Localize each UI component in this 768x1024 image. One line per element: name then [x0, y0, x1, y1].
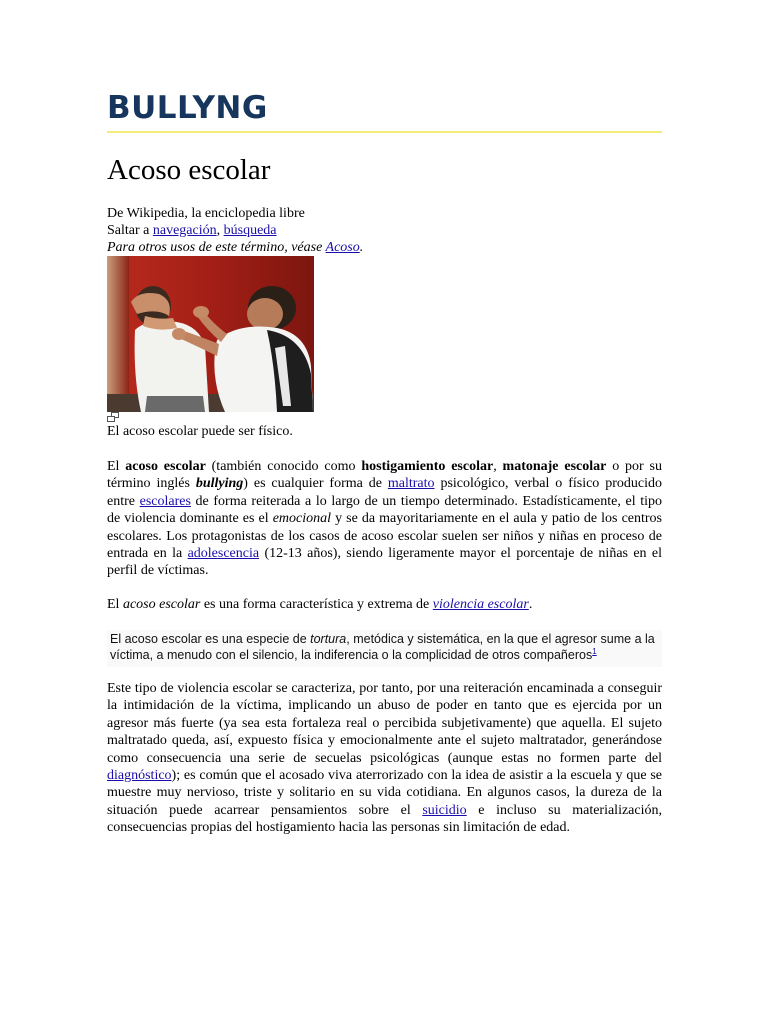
text-run: El acoso escolar es una especie de: [110, 632, 311, 646]
article-meta: [107, 205, 363, 256]
intro-paragraph: [107, 458, 662, 580]
text-run: ,: [493, 459, 503, 474]
text-run: (también conocido como: [205, 459, 362, 474]
image-caption: El acoso escolar puede ser físico.: [107, 424, 293, 439]
source-line: De Wikipedia, la enciclopedia libre: [107, 206, 305, 221]
disambiguation-note: [107, 239, 363, 256]
diagnostico-link[interactable]: diagnóstico: [107, 768, 172, 784]
escolares-link[interactable]: escolares: [139, 493, 191, 509]
violencia-escolar-link[interactable]: violencia escolar: [432, 597, 529, 612]
bold-term: hostigamiento escolar: [361, 459, 494, 474]
definition-paragraph: [107, 596, 662, 613]
text-run: e incluso su materialización, consecuencias propias del hostigamiento hacia las personas sin limitación de edad.: [107, 802, 662, 836]
text-run: ); es común que el acosado viva aterrorizado con la idea de asistir a la escuela y que se muestre muy nervioso, triste y solitario en su vida cotidiana. En algunos casos, la dureza de la situación puede acarrear pensamientos sobre el: [107, 768, 662, 818]
bullying-photo: [107, 256, 314, 412]
italic-term: acoso escolar: [122, 597, 201, 612]
bold-term: matonaje escolar: [502, 459, 607, 474]
text-run: es una forma característica y extrema de: [200, 597, 433, 612]
navigation-link[interactable]: navegación: [152, 223, 217, 238]
acoso-link[interactable]: Acoso: [325, 240, 360, 255]
text-run: de forma reiterada a lo largo de un tiempo determinado. Estadísticamente, el tipo de violencia dominante es el: [107, 493, 662, 527]
search-link[interactable]: búsqueda: [223, 223, 277, 238]
text-run: y se da mayoritariamente en el aula y patio de los centros escolares. Los protagonistas de los casos de acoso escolar suelen ser niños y niñas en proceso de entrada en la: [107, 511, 662, 562]
text-run: o por su término inglés: [107, 459, 662, 492]
maltrato-link[interactable]: maltrato: [387, 476, 435, 492]
characteristics-paragraph: [107, 680, 662, 837]
text-run: (12-13 años), siendo ligeramente mayor el porcentaje de niñas en el perfil de víctimas.: [107, 546, 662, 579]
italic-term: tortura: [310, 632, 347, 646]
bold-italic-term: bullying: [195, 476, 244, 492]
text-run: psicológico, verbal o físico producido entre: [107, 476, 662, 509]
adolescencia-link[interactable]: adolescencia: [187, 546, 260, 562]
text-run: El: [107, 597, 123, 612]
text-run: Este tipo de violencia escolar se caracteriza, por tanto, por una reiteración encaminada a conseguir la intimidación de la víctima, implicando un abuso de poder en tanto que es ejercida por un agresor más fuerte (ya sea esta fortaleza real o percibida subjetivamente) que aquella. El sujeto maltratado queda, así, expuesto física y emocionalmente ante el sujeto maltratador, generándose como consecuencia una serie de secuelas psicológicas (aunque estas no formen parte del: [107, 681, 662, 766]
disambiguation-text: Para otros usos de este término, véase: [107, 240, 326, 255]
jump-to-line: [107, 222, 363, 239]
quote-block: [107, 630, 662, 667]
article-heading: Acoso escolar: [107, 154, 271, 186]
italic-term: emocional: [272, 511, 332, 527]
text-run: ) es cualquier forma de: [243, 476, 388, 492]
enlarge-icon[interactable]: [107, 412, 119, 422]
suicidio-link[interactable]: suicidio: [422, 802, 467, 818]
text-run: El: [107, 459, 126, 474]
text-run: , metódica y sistemática, en la que el agresor sume a la víctima, a menudo con el silencio, la indiferencia o la complicidad de otros compañeros: [110, 632, 655, 662]
reference-link[interactable]: 1: [592, 646, 597, 656]
text-run: .: [528, 597, 533, 612]
document-title: BULLYNG: [107, 90, 268, 126]
jump-prefix: Saltar a: [107, 223, 153, 238]
disambiguation-suffix: .: [359, 240, 364, 255]
jump-separator: ,: [216, 223, 224, 238]
title-underline-divider: [107, 131, 662, 133]
bold-term: acoso escolar: [125, 459, 206, 474]
